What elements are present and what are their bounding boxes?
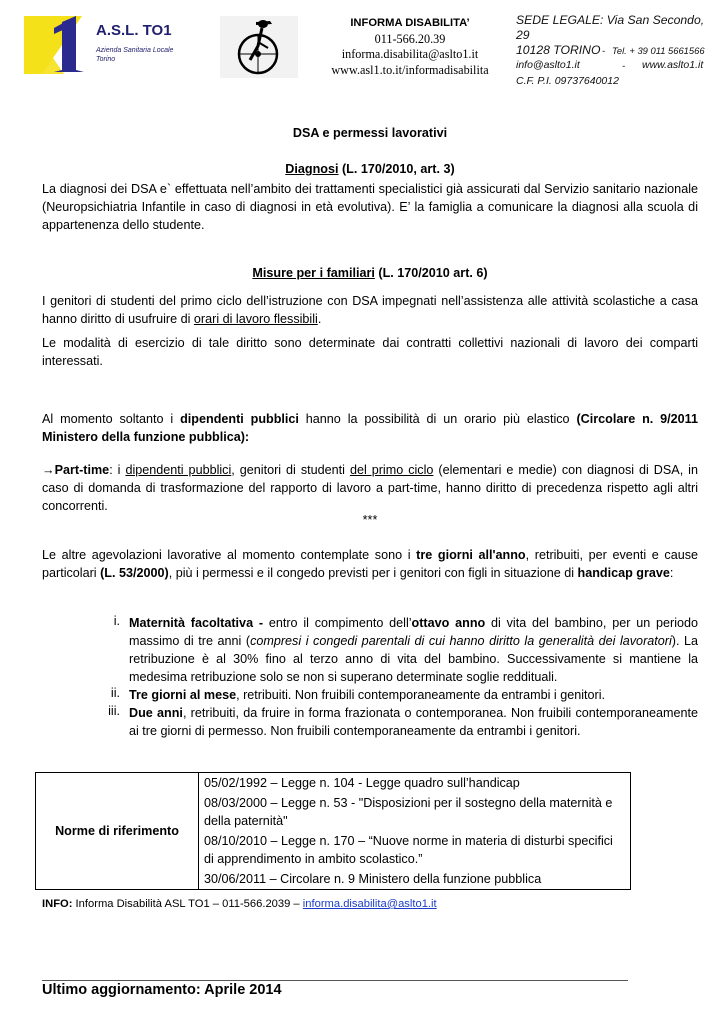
- section-misure-p1: [42, 292, 698, 328]
- parttime-underlined-1: dipendenti pubblici: [125, 463, 232, 477]
- norme-row-2: 08/03/2000 – Legge n. 53 - "Disposizioni per il sostegno della maternità e della paternità": [199, 793, 631, 831]
- list-item-1-c: di vita del bambino, per un periodo massimo di tre anni (: [129, 616, 699, 648]
- agevolazioni-bold-1: tre giorni all'anno: [416, 548, 526, 562]
- list-item-3-a: , retribuiti, da fruire in forma frazionata o contemporanea. Non fruibili contemporaneamente ai tre giorni di permesso. Non fruibili contemporaneamente da entrambi i genitori.: [129, 706, 698, 738]
- section-diagnosi-text: La diagnosi dei DSA e` effettuata nell’ambito dei trattamenti specialistici già assicurati dal Servizio sanitario nazionale (Neuropsichiatria Infantile in caso di diagnosi in età evolutiva). E’ la famiglia a comunicare la diagnosi alla scuola di appartenenza dello studente.: [42, 182, 698, 232]
- list-item-2-bold: Tre giorni al mese: [129, 688, 237, 702]
- misure-p1-end: .: [317, 312, 322, 326]
- header-cf: C.F. P.I. 09737640012: [516, 75, 619, 87]
- list-item-3-bold: Due anni: [129, 706, 183, 720]
- wheelchair-figure-icon: [220, 16, 298, 78]
- list-item-2-a: , retribuiti. Non fruibili contemporaneamente da entrambi i genitori.: [236, 688, 605, 702]
- section-misure-ref: (L. 170/2010 art. 6): [374, 266, 488, 280]
- list-number-2: ii.: [110, 686, 120, 700]
- section-agevolazioni-text: [42, 546, 698, 582]
- info-text: Informa Disabilità ASL TO1 – 011-566.2039 –: [72, 898, 303, 910]
- last-update: Ultimo aggiornamento: Aprile 2014: [42, 982, 282, 998]
- agevolazioni-text-e: , più i permessi e il congedo previsti per i genitori con figli in situazione di: [168, 566, 578, 580]
- norme-row-4: 30/06/2011 – Circolare n. 9 Ministero della funzione pubblica: [199, 869, 631, 890]
- footer-divider: [42, 980, 628, 981]
- info-email-link[interactable]: informa.disabilita@aslto1.it: [302, 898, 437, 910]
- header-contact-center: [315, 16, 505, 78]
- pubblici-bold: dipendenti pubblici: [180, 412, 299, 426]
- list-number-1: i.: [113, 614, 120, 628]
- norme-row-1: 05/02/1992 – Legge n. 104 - Legge quadro sull’handicap: [199, 773, 631, 794]
- misure-p1-text: I genitori di studenti del primo ciclo dell’istruzione con DSA impegnati nell’assistenza alle attività scolastiche a casa hanno diritto di usufruire di: [42, 294, 698, 326]
- norme-label: Norme di riferimento: [36, 773, 199, 890]
- header-sede: SEDE LEGALE: Via San Secondo, 29: [516, 13, 705, 42]
- parttime-text-c: (elementari e medie) con diagnosi di DSA, in caso di domanda di trasformazione del rapporto di lavoro a part-time, hanno diritto di precedenza rispetto agli altri concorrenti.: [42, 463, 698, 513]
- header-legal-info: [516, 13, 716, 89]
- asl-logo-name: A.S.L. TO1: [96, 22, 172, 39]
- section-diagnosi-title: Diagnosi: [285, 162, 339, 176]
- list-item-tre-giorni: [129, 686, 698, 704]
- list-item-1-a: entro il compimento dell’: [263, 616, 412, 630]
- arrow-right-icon: →: [42, 463, 55, 477]
- section-diagnosi-heading: [42, 162, 698, 176]
- header-url[interactable]: www.asl1.to.it/informadisabilita: [331, 62, 489, 77]
- agevolazioni-text-c: , retribuiti, per eventi e cause particolari: [42, 548, 698, 580]
- header-service-title: INFORMA DISABILITA’: [350, 17, 470, 29]
- header-email[interactable]: informa.disabilita@aslto1.it: [341, 47, 479, 61]
- pubblici-text-c: hanno la possibilità di un orario più elastico: [298, 412, 577, 426]
- list-item-1-italic: compresi i congedi parentali di cui hanno diritto la generalità dei lavoratori: [250, 634, 672, 648]
- info-line: [42, 896, 698, 912]
- parttime-label: Part-time: [54, 463, 110, 477]
- pubblici-text-a: Al momento soltanto i: [42, 412, 181, 426]
- header-city: 10128 TORINO: [516, 43, 601, 57]
- list-item-1-bold: Maternità facoltativa -: [129, 616, 264, 630]
- asl-to1-logo: [24, 14, 194, 76]
- parttime-text-a: : i: [109, 463, 126, 477]
- pubblici-circolare: (Circolare n. 9/2011 Ministero della funzione pubblica):: [42, 412, 698, 444]
- misure-p1-underlined: orari di lavoro flessibili: [193, 312, 318, 326]
- agevolazioni-bold-2: handicap grave: [577, 566, 670, 580]
- parttime-paragraph: [42, 461, 698, 515]
- separator-asterisks: ***: [362, 513, 378, 527]
- info-label: INFO:: [42, 898, 73, 910]
- section-misure-title: Misure per i familiari: [252, 266, 375, 280]
- asl-logo-subtitle-1: Azienda Sanitaria Locale: [96, 47, 174, 54]
- header-web[interactable]: www.aslto1.it: [642, 59, 704, 71]
- list-number-3: iii.: [108, 704, 120, 718]
- section-misure-p2: Le modalità di esercizio di tale diritto sono determinate dai contratti collettivi nazionali di lavoro dei comparti interessati.: [42, 336, 698, 368]
- agevolazioni-colon: :: [669, 566, 674, 580]
- norme-table: [35, 772, 631, 890]
- agevolazioni-text-a: Le altre agevolazioni lavorative al momento contemplate sono i: [42, 548, 417, 562]
- header-phone: 011-566.20.39: [374, 31, 446, 46]
- asl-logo-subtitle-2: Torino: [96, 56, 116, 63]
- header-info-email[interactable]: info@aslto1.it: [516, 59, 580, 71]
- list-item-maternita: [129, 614, 698, 686]
- page-title: DSA e permessi lavorativi: [292, 126, 448, 140]
- list-item-1-bold-2: ottavo anno: [411, 616, 486, 630]
- norme-row-3: 08/10/2010 – Legge n. 170 – “Nuove norme in materia di disturbi specifici di apprendimento in ambito scolastico.”: [199, 831, 631, 869]
- section-pubblici-text: [42, 410, 698, 446]
- agevolazioni-law: (L. 53/2000): [100, 566, 169, 580]
- section-diagnosi-ref: (L. 170/2010, art. 3): [338, 162, 455, 176]
- list-item-1-d: ). La retribuzione è al 30% fino al terzo anno di vita del bambino. Successivamente si mantiene la medesima retribuzione solo se non si superano determinate soglie reddituali.: [129, 634, 699, 684]
- header-dash: -: [602, 45, 606, 56]
- section-misure-heading: [42, 266, 698, 280]
- list-item-due-anni: [129, 704, 698, 740]
- header-tel: Tel. + 39 011 5661566: [612, 45, 705, 56]
- parttime-underlined-2: del primo ciclo: [349, 463, 434, 477]
- header-dash-2: -: [622, 60, 626, 71]
- parttime-text-b: , genitori di studenti: [231, 463, 350, 477]
